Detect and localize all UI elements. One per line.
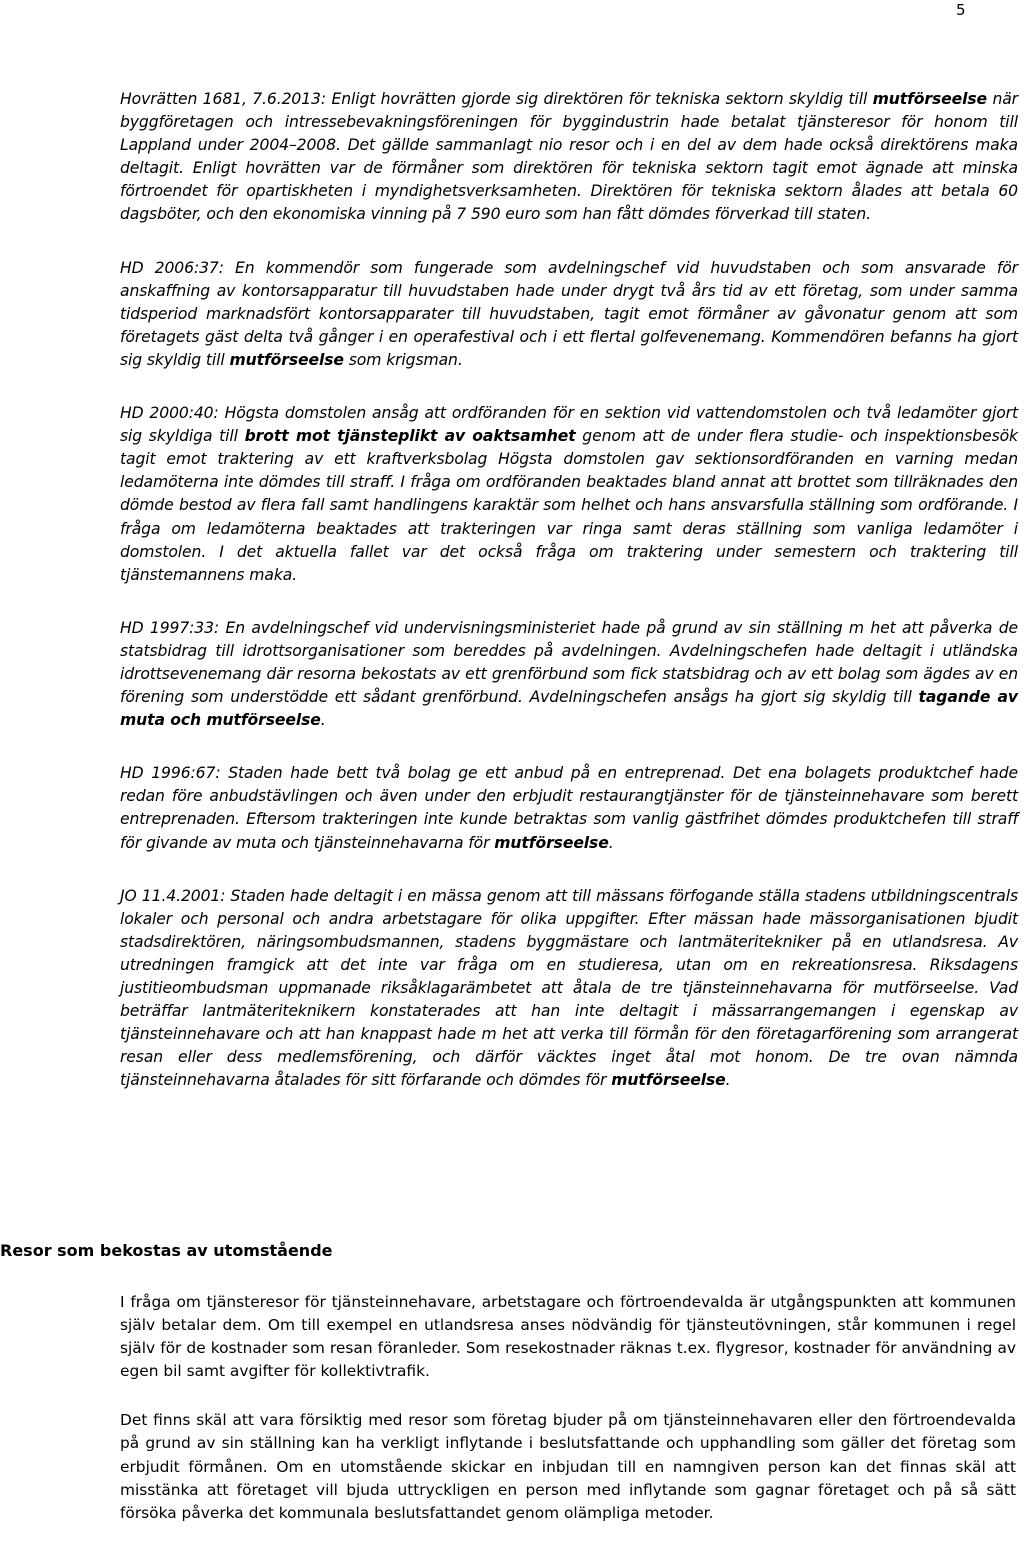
case-hd-2000-40 xyxy=(120,402,1018,587)
case-hovratten-1681 xyxy=(120,88,1018,227)
case-text: genom att de under flera studie- och inspektionsbesök tagit emot traktering av ett kraftverksbolag Högsta domstolen gav sektionsordföranden en varning medan ledamöterna inte dömdes till straff. I fråga om ordföranden beaktades bland annat att brottet som tillräknades den dömde bestod av flera fall samt handlingens karaktär som helhet och hans ansvarsfulla ställning som ordförande. I fråga om ledamöterna beaktades att trakteringen var ringa samt deras ställning som vanliga ledamöter i domstolen. I det aktuella fallet var det också fråga om traktering under semestern och traktering till tjänstemannens maka. xyxy=(120,427,1018,584)
body-paragraph: I fråga om tjänsteresor för tjänsteinnehavare, arbetstagare och förtroendevalda är utgångspunkten att kommunen själv betalar dem. Om till exempel en utlandsresa anses nödvändig för tjänsteutövningen, står kommunen i regel själv för de kostnader som resan föranleder. Som resekostnader räknas t.ex. flygresor, kostnader för användning av egen bil samt avgifter för kollektivtrafik. xyxy=(120,1293,1016,1381)
case-text: Enligt hovrätten gjorde sig direktören för tekniska sektorn skyldig till xyxy=(326,90,873,108)
case-text: när byggföretagen och intressebevakningsföreningen för byggindustrin hade betalat tjänsteresor för honom till Lappland under 2004–2008. Det gällde sammanlagt nio resor och i en del av dem hade också direktörens maka deltagit. Enligt hovrätten var de förmåner som direktören för tekniska sektorn tagit emot ägnade att minska förtroendet för opartiskheten i myndighetsverksamheten. Direktören för tekniska sektorn ålades att betala 60 dagsböter, och den ekonomiska vinning på 7 590 euro som han fått dömdes förverkad till staten. xyxy=(120,90,1018,224)
section-heading: Resor som bekostas av utomstående xyxy=(0,1241,333,1260)
case-reference: JO 11.4.2001: xyxy=(120,886,226,905)
section-body xyxy=(120,1291,1016,1551)
case-jo-11-4-2001 xyxy=(120,885,1018,1093)
case-text: En kommendör som fungerade som avdelningschef vid huvudstaben och som ansvarade för anskaffning av kontorsapparatur till huvudstaben hade under drygt två års tid av ett företag, som under samma tidsperiod marknadsfört kontorsapparater till huvudstaben, tagit emot förmåner av gåvonatur genom att som företagets gäst delta två gånger i en operafestival och i ett flertal golfevenemang. Kommendören befanns ha gjort sig skyldig till xyxy=(120,258,1018,369)
body-paragraph: Det finns skäl att vara försiktig med resor som företag bjuder på om tjänsteinnehavaren eller den förtroendevalda på grund av sin ställning kan ha verkligt inflytande i beslutsfattande och upphandling som gäller det företag som erbjudit förmånen. Om en utomstående skickar en inbjudan till en namngiven person kan det finnas skäl att misstänka att företaget vill bjuda uttryckligen en person med inflytande som gagnar företaget och på så sätt försöka påverka det kommunala beslutsfattandet genom olämpliga metoder. xyxy=(120,1411,1016,1522)
case-text: Staden hade deltagit i en mässa genom att till mässans förfogande ställa stadens utbildningscentrals lokaler och personal och andra arbetstagare för olika uppgifter. Efter mässan hade mässorganisationen bjudit stadsdirektören, näringsombudsmannen, stadens byggmästare och lantmäteritekniker på en utlandsresa. Av utredningen framgick att det inte var fråga om en studieresa, utan om en rekreationsresa. Riksdagens justitieombudsman uppmanade riksåklagarämbetet att åtala de tre tjänsteinnehavarna för mutförseelse. Vad beträffar lantmäteriteknikern konstaterades att han inte deltagit i mässarrangemangen i egenskap av tjänsteinnehavare och att han knappast hade m het att verka till förmån för den företagarförening som arrangerat resan eller dess medlemsförening, och därför väcktes inget åtal mot honom. De tre ovan nämnda tjänsteinnehavarna åtalades för sitt förfarande och dömdes för xyxy=(120,886,1018,1090)
case-list xyxy=(120,88,1018,1122)
case-emphasis: brott mot tjänsteplikt av oaktsamhet xyxy=(244,427,576,446)
case-text: . xyxy=(320,711,326,730)
case-emphasis: mutförseelse xyxy=(229,350,344,369)
case-text: . xyxy=(608,833,614,852)
case-text: Staden hade bett två bolag ge ett anbud på en entreprenad. Det ena bolagets produktchef hade redan före anbudstävlingen och även under den erbjudit restaurangtjänster för de tjänsteinnehavare som berett entreprenaden. Eftersom trakteringen inte kunde betraktas som vanlig gästfrihet dömdes produktchefen till straff för givande av muta och tjänsteinnehavarna för xyxy=(120,764,1018,852)
case-text: . xyxy=(725,1071,731,1090)
case-reference: HD 2006:37: xyxy=(120,258,224,277)
case-hd-2006-37 xyxy=(120,257,1018,372)
case-hd-1996-67 xyxy=(120,762,1018,854)
case-emphasis: mutförseelse xyxy=(872,90,988,108)
case-reference: HD 1996:67: xyxy=(120,764,221,783)
case-text: som krigsman. xyxy=(343,350,463,369)
case-reference: HD 2000:40: xyxy=(120,404,219,423)
case-hd-1997-33 xyxy=(120,617,1018,732)
case-reference: HD 1997:33: xyxy=(120,618,220,637)
case-text: En avdelningschef vid undervisningsministeriet hade på grund av sin ställning m het att påverka de statsbidrag till idrottsorganisationer som bereddes på avdelningen. Avdelningschefen hade deltagit i utländska idrottsevenemang där resorna bekostats av ett grenförbund som fick statsbidrag och av ett bolag som ägdes av en förening som understödde ett sådant grenförbund. Avdelningschefen ansågs ha gjort sig skyldig till xyxy=(120,618,1019,707)
case-reference: Hovrätten 1681, 7.6.2013: xyxy=(120,90,327,108)
case-text: Högsta domstolen ansåg att ordföranden för en sektion vid vattendomstolen och två ledamöter gjort sig skyldiga till xyxy=(120,404,1019,446)
page-number: 5 xyxy=(956,1,966,19)
case-emphasis: tagande av muta och mutförseelse xyxy=(120,688,1019,730)
case-emphasis: mutförseelse xyxy=(494,833,609,852)
case-emphasis: mutförseelse xyxy=(611,1071,726,1090)
